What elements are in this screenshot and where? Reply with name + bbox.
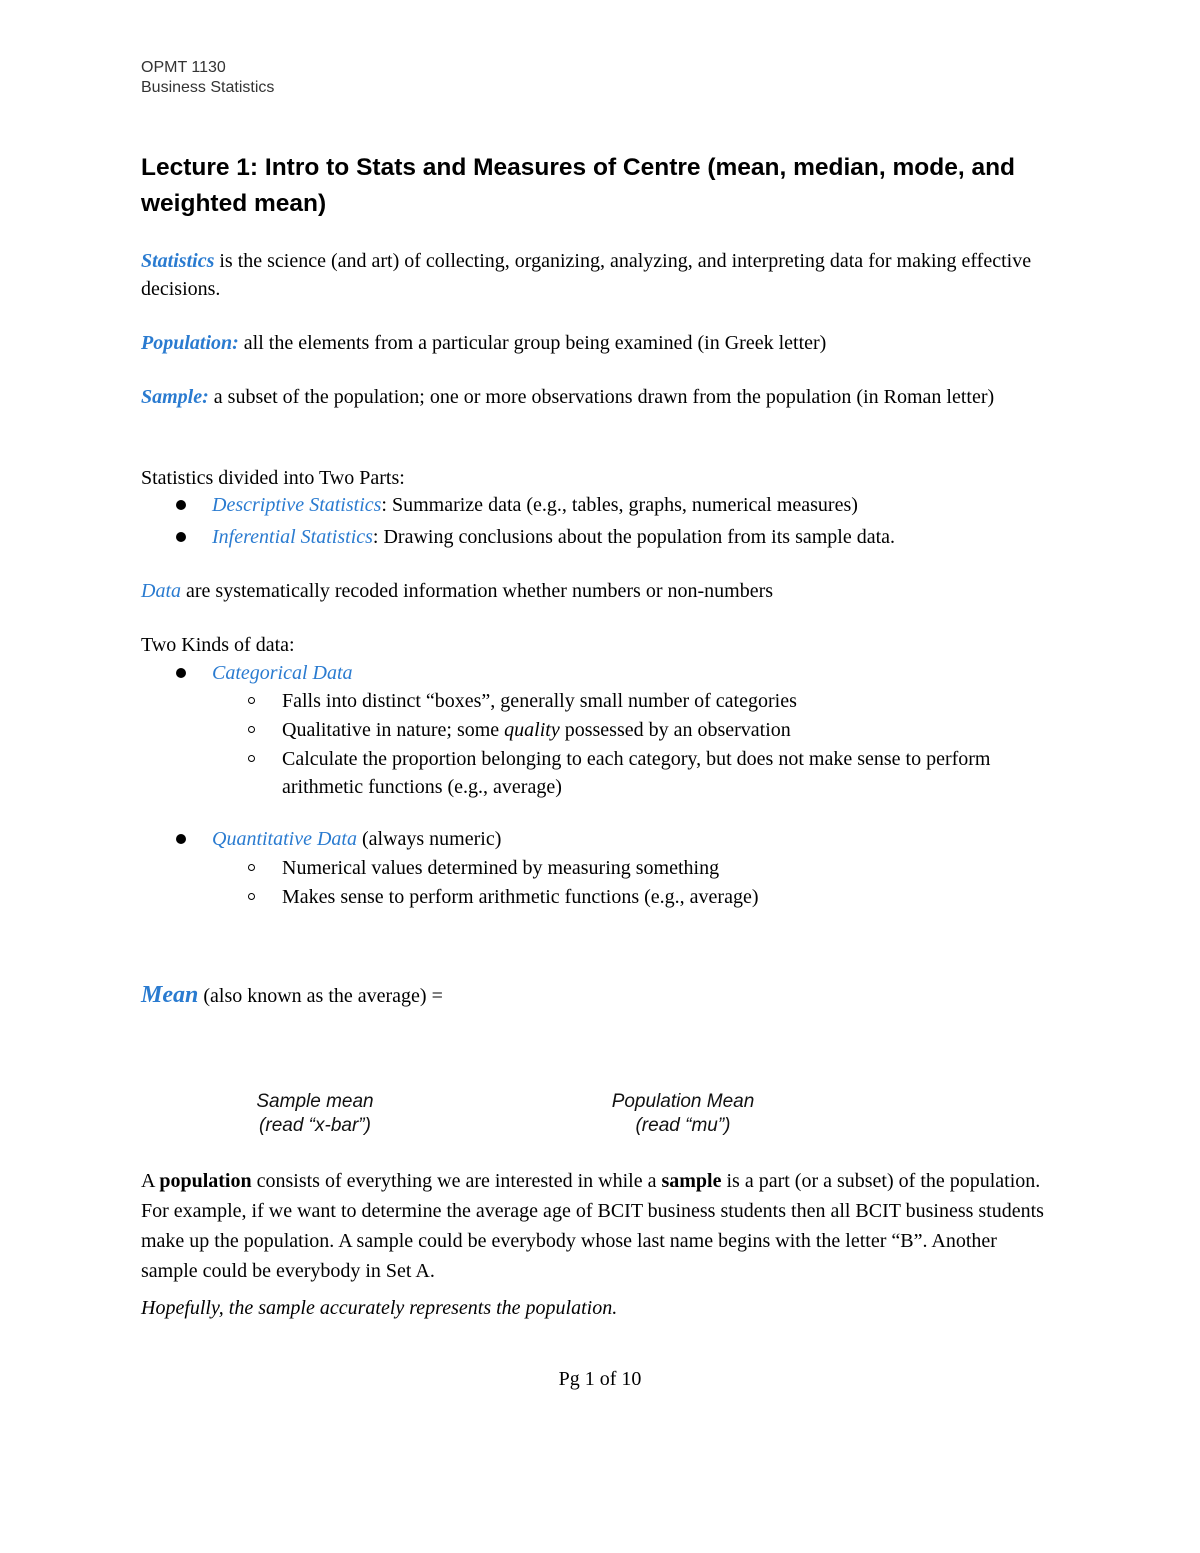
sub-item: Qualitative in nature; some quality possessed by an observation bbox=[282, 719, 791, 741]
list-item-categorical bbox=[212, 659, 1092, 687]
quantitative-text: (always numeric) bbox=[356, 828, 502, 850]
list-item-descriptive bbox=[212, 491, 1092, 519]
inferential-text: : Drawing conclusions about the population from its sample data. bbox=[372, 526, 896, 548]
lecture-title: Lecture 1: Intro to Stats and Measures of Centre (mean, median, mode, and weighted mean) bbox=[141, 154, 1016, 217]
sample-mean-label: Sample mean bbox=[256, 1091, 374, 1112]
statistics-term: Statistics bbox=[141, 250, 215, 272]
sub-item: Falls into distinct “boxes”, generally small number of categories bbox=[282, 690, 797, 712]
two-parts-intro: Statistics divided into Two Parts: bbox=[141, 467, 405, 489]
kinds-intro: Two Kinds of data: bbox=[141, 634, 295, 656]
sub-bullet-icon bbox=[248, 893, 255, 900]
statistics-definition bbox=[141, 247, 1061, 303]
sample-mean-read: (read “x-bar”) bbox=[259, 1115, 371, 1136]
population-mean-label: Population Mean bbox=[611, 1091, 755, 1112]
sub-bullet-icon bbox=[248, 697, 255, 704]
sample-term: Sample: bbox=[141, 386, 209, 408]
categorical-term: Categorical Data bbox=[212, 662, 353, 684]
list-item-quantitative bbox=[212, 825, 1092, 853]
bullet-icon bbox=[176, 668, 186, 678]
closing-remark: Hopefully, the sample accurately represents the population. bbox=[141, 1297, 618, 1319]
bullet-icon bbox=[176, 834, 186, 844]
sub-item: Calculate the proportion belonging to each category, but does not make sense to perform arithmetic functions (e.g., average) bbox=[282, 748, 991, 798]
data-term: Data bbox=[141, 580, 181, 602]
course-code: OPMT 1130 bbox=[141, 59, 226, 76]
sub-bullet-icon bbox=[248, 864, 255, 871]
quantitative-term: Quantitative Data bbox=[212, 828, 357, 850]
sample-bold: sample bbox=[661, 1170, 722, 1192]
list-item-inferential bbox=[212, 523, 1092, 551]
population-term: Population: bbox=[141, 332, 239, 354]
mean-definition bbox=[141, 981, 1061, 1010]
population-text: all the elements from a particular group being examined (in Greek letter) bbox=[238, 332, 827, 354]
sub-item: Makes sense to perform arithmetic functions (e.g., average) bbox=[282, 886, 759, 908]
mean-text: (also known as the average) = bbox=[198, 985, 443, 1007]
data-text: are systematically recoded information whether numbers or non-numbers bbox=[181, 580, 774, 602]
sample-text: a subset of the population; one or more observations drawn from the population (in Roman letter) bbox=[208, 386, 995, 408]
sub-bullet-icon bbox=[248, 726, 255, 733]
statistics-text: is the science (and art) of collecting, organizing, analyzing, and interpreting data for making effective decisions. bbox=[141, 250, 1032, 300]
sub-bullet-icon bbox=[248, 755, 255, 762]
mean-term: Mean bbox=[141, 982, 199, 1008]
population-sample-paragraph: A population consists of everything we are interested in while a sample is a part (or a subset) of the population. For example, if we want to determine the average age of BCIT business students then all BCIT business students make up the population. A sample could be everybody whose last name begins with the letter “B”. Another sample could be everybody in Set A. bbox=[141, 1170, 1044, 1282]
sub-item: Numerical values determined by measuring something bbox=[282, 857, 720, 879]
sample-definition bbox=[141, 383, 1061, 411]
course-subject: Business Statistics bbox=[141, 79, 275, 96]
population-mean-read: (read “mu”) bbox=[635, 1115, 731, 1136]
inferential-term: Inferential Statistics bbox=[212, 526, 373, 548]
population-definition bbox=[141, 329, 1061, 357]
descriptive-text: : Summarize data (e.g., tables, graphs, numerical measures) bbox=[381, 494, 858, 516]
descriptive-term: Descriptive Statistics bbox=[212, 494, 382, 516]
data-definition bbox=[141, 577, 1061, 605]
bullet-icon bbox=[176, 532, 186, 542]
page-number: Pg 1 of 10 bbox=[558, 1368, 642, 1390]
population-bold: population bbox=[159, 1170, 252, 1192]
bullet-icon bbox=[176, 500, 186, 510]
